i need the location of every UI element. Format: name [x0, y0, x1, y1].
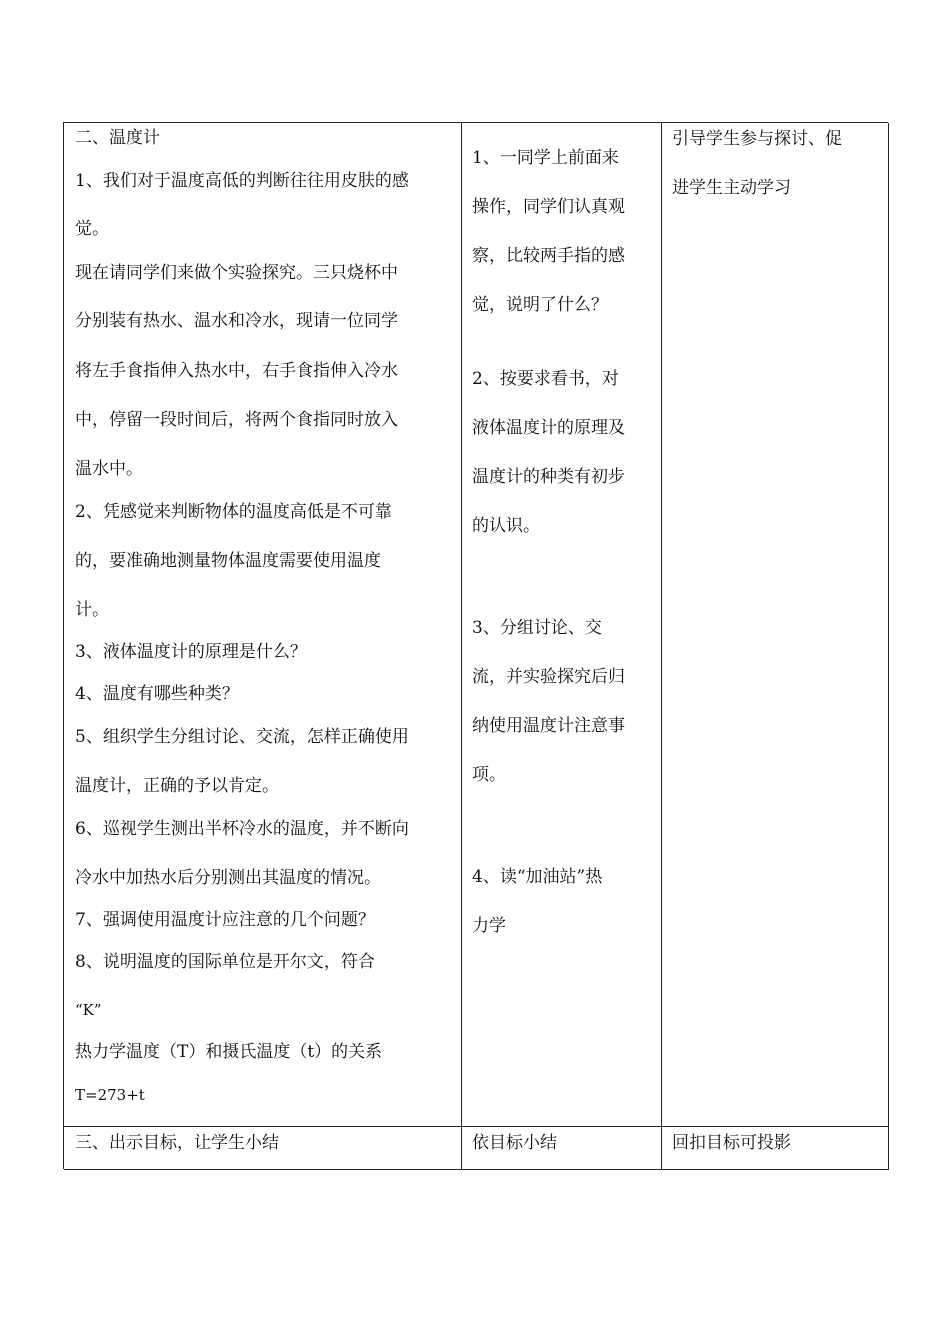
text-line: 觉，说明了什么？ [472, 295, 608, 315]
lesson-plan-table [63, 122, 888, 1169]
text-line: 3、分组讨论、交 [472, 618, 602, 638]
text-line: 4、温度有哪些种类？ [75, 684, 239, 704]
text-line: 的，要准确地测量物体温度需要使用温度 [75, 551, 381, 571]
text-line: 温水中。 [75, 459, 143, 479]
text-line: “K” [75, 1001, 102, 1019]
text-line: 三、出示目标，让学生小结 [75, 1133, 279, 1153]
text-line: 液体温度计的原理及 [472, 418, 625, 438]
design-intent-cell [662, 1127, 889, 1170]
teacher-activity-cell [64, 1127, 462, 1170]
text-line: 8、说明温度的国际单位是开尔文，符合 [75, 952, 375, 972]
design-intent-cell [662, 123, 889, 1127]
text-line: 5、组织学生分组讨论、交流，怎样正确使用 [75, 727, 409, 747]
text-line: 回扣目标可投影 [672, 1133, 791, 1153]
text-line: 操作，同学们认真观 [472, 197, 625, 217]
text-line: 温度计，正确的予以肯定。 [75, 776, 279, 796]
text-line: T=273+t [75, 1086, 145, 1104]
text-line: 分别装有热水、温水和冷水，现请一位同学 [75, 311, 398, 331]
student-activity-cell [462, 1127, 662, 1170]
text-line: 4、读“加油站”热 [472, 867, 603, 887]
text-line: 引导学生参与探讨、促 [672, 129, 842, 149]
text-line: 3、液体温度计的原理是什么？ [75, 642, 307, 662]
text-line: 觉。 [75, 219, 109, 239]
text-line: 6、巡视学生测出半杯冷水的温度，并不断向 [75, 819, 409, 839]
text-line: 7、强调使用温度计应注意的几个问题？ [75, 910, 375, 930]
text-line: 进学生主动学习 [672, 178, 791, 198]
text-line: 1、一同学上前面来 [472, 148, 619, 168]
text-line: 察，比较两手指的感 [472, 246, 625, 266]
text-line: 纳使用温度计注意事 [472, 716, 625, 736]
text-line: 将左手食指伸入热水中，右手食指伸入冷水 [75, 361, 398, 381]
text-line: 计。 [75, 600, 109, 620]
text-line: 温度计的种类有初步 [472, 467, 625, 487]
text-line: 2、凭感觉来判断物体的温度高低是不可靠 [75, 502, 392, 522]
text-line: 依目标小结 [472, 1133, 557, 1153]
text-line: 1、我们对于温度高低的判断往往用皮肤的感 [75, 171, 409, 191]
text-line: 流，并实验探究后归 [472, 667, 625, 687]
text-line: 力学 [472, 916, 506, 936]
text-line: 热力学温度（T）和摄氏温度（t）的关系 [75, 1042, 383, 1062]
text-line: 冷水中加热水后分别测出其温度的情况。 [75, 868, 381, 888]
text-line: 现在请同学们来做个实验探究。三只烧杯中 [75, 263, 398, 283]
student-activity-cell [462, 123, 662, 1127]
teacher-activity-cell [64, 123, 462, 1127]
text-line: 的认识。 [472, 516, 540, 536]
text-line: 项。 [472, 765, 506, 785]
text-line: 二、温度计 [75, 128, 160, 148]
text-line: 2、按要求看书，对 [472, 369, 619, 389]
text-line: 中，停留一段时间后，将两个食指同时放入 [75, 410, 398, 430]
